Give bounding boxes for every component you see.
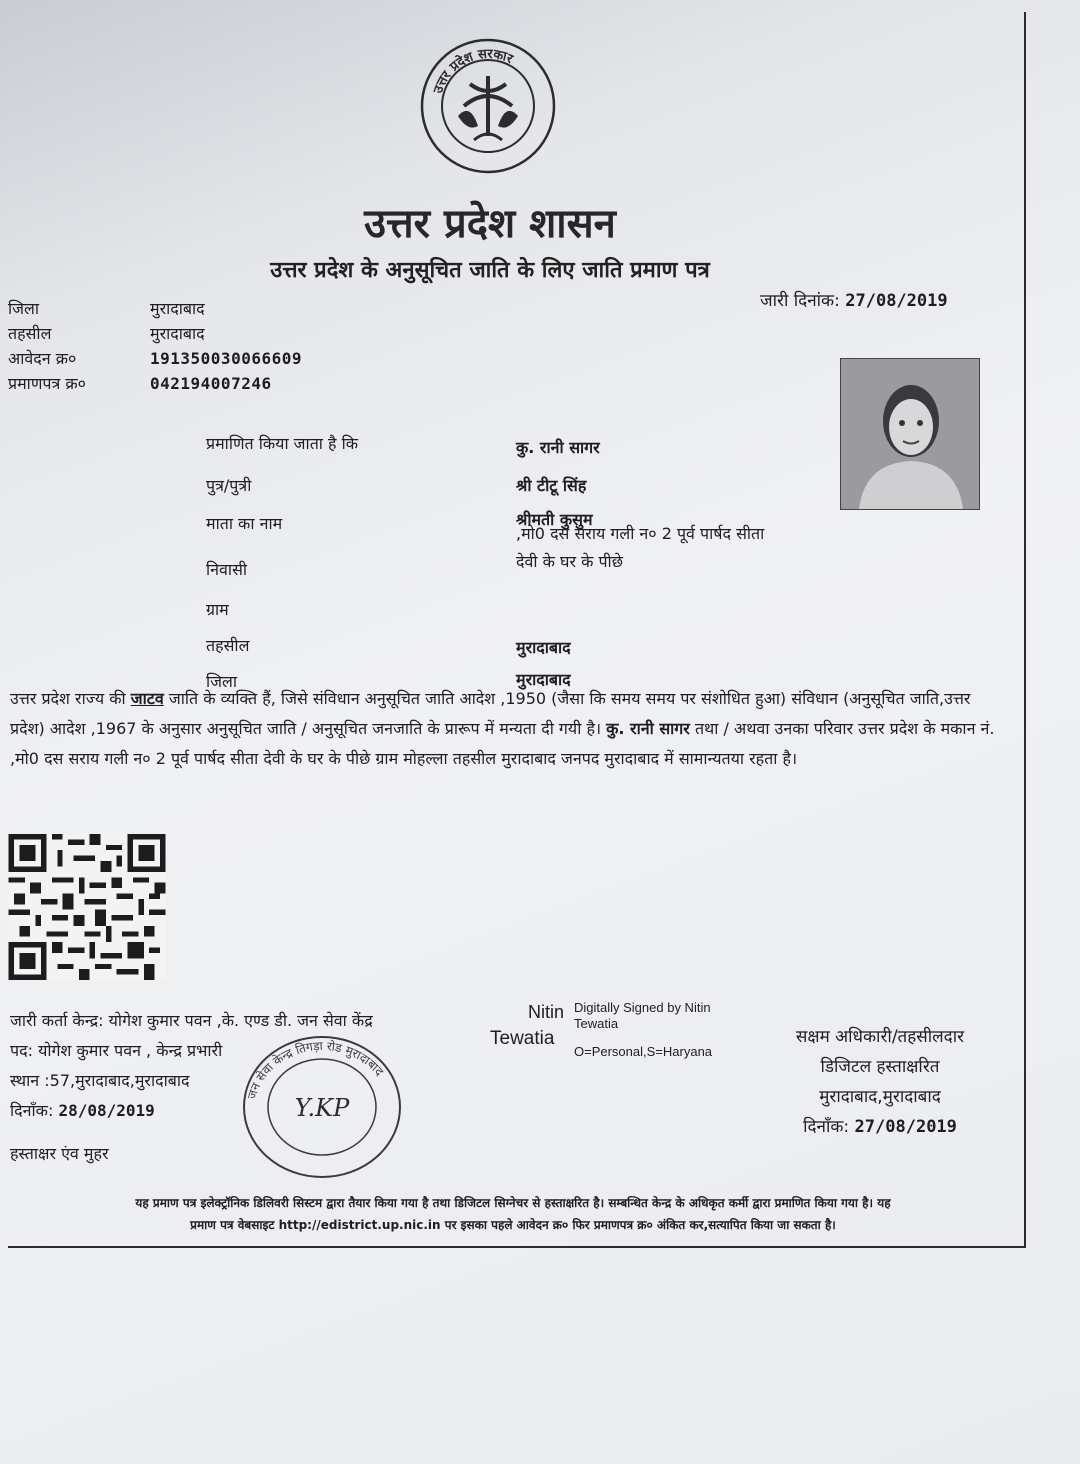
caste-name: जाटव <box>130 689 164 708</box>
application-no: 191350030066609 <box>150 349 302 368</box>
seal-stamp-icon <box>240 1032 404 1182</box>
officer-designation: सक्षम अधिकारी/तहसीलदार <box>795 1027 965 1047</box>
emblem-text: उत्तर प्रदेश सरकार <box>430 46 515 96</box>
certificate-body <box>10 684 1000 774</box>
qr-code-icon <box>8 834 166 980</box>
up-government-emblem-icon <box>418 36 558 176</box>
meta-tehsil: मुरादाबाद <box>150 324 205 343</box>
mother-name: श्रीमती कुसुम <box>516 510 593 529</box>
applicant-name: कु. रानी सागर <box>516 438 600 457</box>
certificate-subtitle: उत्तर प्रदेश के अनुसूचित जाति के लिए जाति प्रमाण पत्र <box>270 258 710 283</box>
place-value: 57,मुरादाबाद,मुरादाबाद <box>49 1071 190 1090</box>
body-part-1: उत्तर प्रदेश राज्य की <box>10 689 126 708</box>
digital-signature-line-2: Tewatia <box>574 1016 619 1031</box>
post-label: पद: <box>10 1041 33 1060</box>
digital-signature-line-1: Digitally Signed by Nitin <box>574 1000 711 1015</box>
field-district: मुरादाबाद <box>516 670 571 689</box>
certified-label: प्रमाणित किया जाता है कि <box>206 434 359 453</box>
verification-footer <box>18 1192 1008 1236</box>
officer-signed: डिजिटल हस्ताक्षरित <box>820 1057 940 1077</box>
officer-date: 27/08/2019 <box>854 1117 957 1137</box>
resident-label: निवासी <box>206 560 248 579</box>
mother-label: माता का नाम <box>206 514 283 533</box>
footer-line-1: यह प्रमाण पत्र इलेक्ट्रॉनिक डिलिवरी सिस्टम द्वारा तैयार किया गया है तथा डिजिटल सिग्नेचर से हस्ताक्षरित है। सम्बन्धित केन्द्र के अधिकृत कर्मी द्वारा प्रमाणित किया गया है। यह <box>135 1196 891 1210</box>
officer-place: मुरादाबाद,मुरादाबाद <box>819 1087 941 1107</box>
application-no-label: आवेदन क्र० <box>8 349 77 368</box>
digital-signature-line-3: O=Personal,S=Haryana <box>574 1044 713 1059</box>
address <box>516 520 846 576</box>
signer-last-name: Tewatia <box>490 1028 555 1049</box>
issue-date <box>760 288 948 311</box>
issue-date-label: जारी दिनांक: <box>760 291 840 311</box>
certificate-meta <box>8 296 302 396</box>
applicant-photo <box>840 358 980 510</box>
address-line-1: ,मो0 दस सराय गली न० 2 पूर्व पार्षद सीता <box>516 524 765 543</box>
post-name: योगेश कुमार पवन , केन्द्र प्रभारी <box>38 1041 223 1060</box>
centre-label: जारी कर्ता केन्द्र: <box>10 1011 104 1030</box>
address-line-2: देवी के घर के पीछे <box>516 552 623 571</box>
officer-block <box>760 1022 1000 1142</box>
place-label: स्थान : <box>10 1071 50 1090</box>
issue-date-value: 27/08/2019 <box>845 291 948 311</box>
page-title: उत्तर प्रदेश शासन <box>364 200 616 247</box>
field-district-label: जिला <box>206 672 238 691</box>
footer-line-2: प्रमाण पत्र वेबसाइट http://edistrict.up.nic.in पर इसका पहले आवेदन क्र० फिर प्रमाणपत्र क्र० अंकित कर,सत्यापित किया जा सकता है। <box>190 1218 836 1232</box>
body-part-3: तथा / अथवा उनका परिवार उत्तर प्रदेश के मकान नं. ,मो0 दस सराय गली न० 2 पूर्व पार्षद सीता देवी के घर के पीछे ग्राम मोहल्ला तहसील मुरादाबाद जनपद मुरादाबाद में सामान्यतया रहता है। <box>10 719 995 768</box>
stamp-text: जन सेवा केन्द्र तिगड़ा रोड मुरादाबाद <box>244 1038 387 1101</box>
certificate-no: 042194007246 <box>150 374 272 393</box>
village-label: ग्राम <box>206 600 229 619</box>
meta-district: मुरादाबाद <box>150 299 205 318</box>
officer-date-label: दिनाँक: <box>803 1117 850 1137</box>
father-name: श्री टीटू सिंह <box>516 476 587 495</box>
svg-text:उत्तर प्रदेश सरकार <box>431 47 516 97</box>
meta-tehsil-label: तहसील <box>8 324 52 343</box>
field-tehsil: मुरादाबाद <box>516 638 571 657</box>
meta-district-label: जिला <box>8 299 40 318</box>
signature-seal-label: हस्ताक्षर एंव मुहर <box>10 1144 109 1163</box>
son-daughter-label: पुत्र/पुत्री <box>206 476 252 495</box>
body-applicant-name: कु. रानी सागर <box>606 719 690 738</box>
digital-signature <box>490 1000 740 1060</box>
centre-name: योगेश कुमार पवन ,के. एण्ड डी. जन सेवा केंद्र <box>108 1011 373 1030</box>
issuer-date-label: दिनाँक: <box>10 1101 54 1120</box>
field-tehsil-label: तहसील <box>206 636 250 655</box>
signer-first-name: Nitin <box>528 1002 565 1022</box>
applicant-photo-image <box>841 359 979 509</box>
body-part-2: जाति के व्यक्ति हैं, जिसे संविधान अनुसूचित जाति आदेश ,1950 (जैसा कि समय समय पर संशोधित हुआ) संविधान (अनुसूचित जाति,उत्तर प्रदेश) आदेश ,1967 के अनुसार अनुसूचित जाति / अनुसूचित जनजाति के प्रारूप में मन्यता दी गयी है। <box>10 689 971 738</box>
certificate-no-label: प्रमाणपत्र क्र० <box>8 374 86 393</box>
stamp-signature: Y.KP <box>294 1094 350 1122</box>
issuer-date: 28/08/2019 <box>58 1101 155 1120</box>
